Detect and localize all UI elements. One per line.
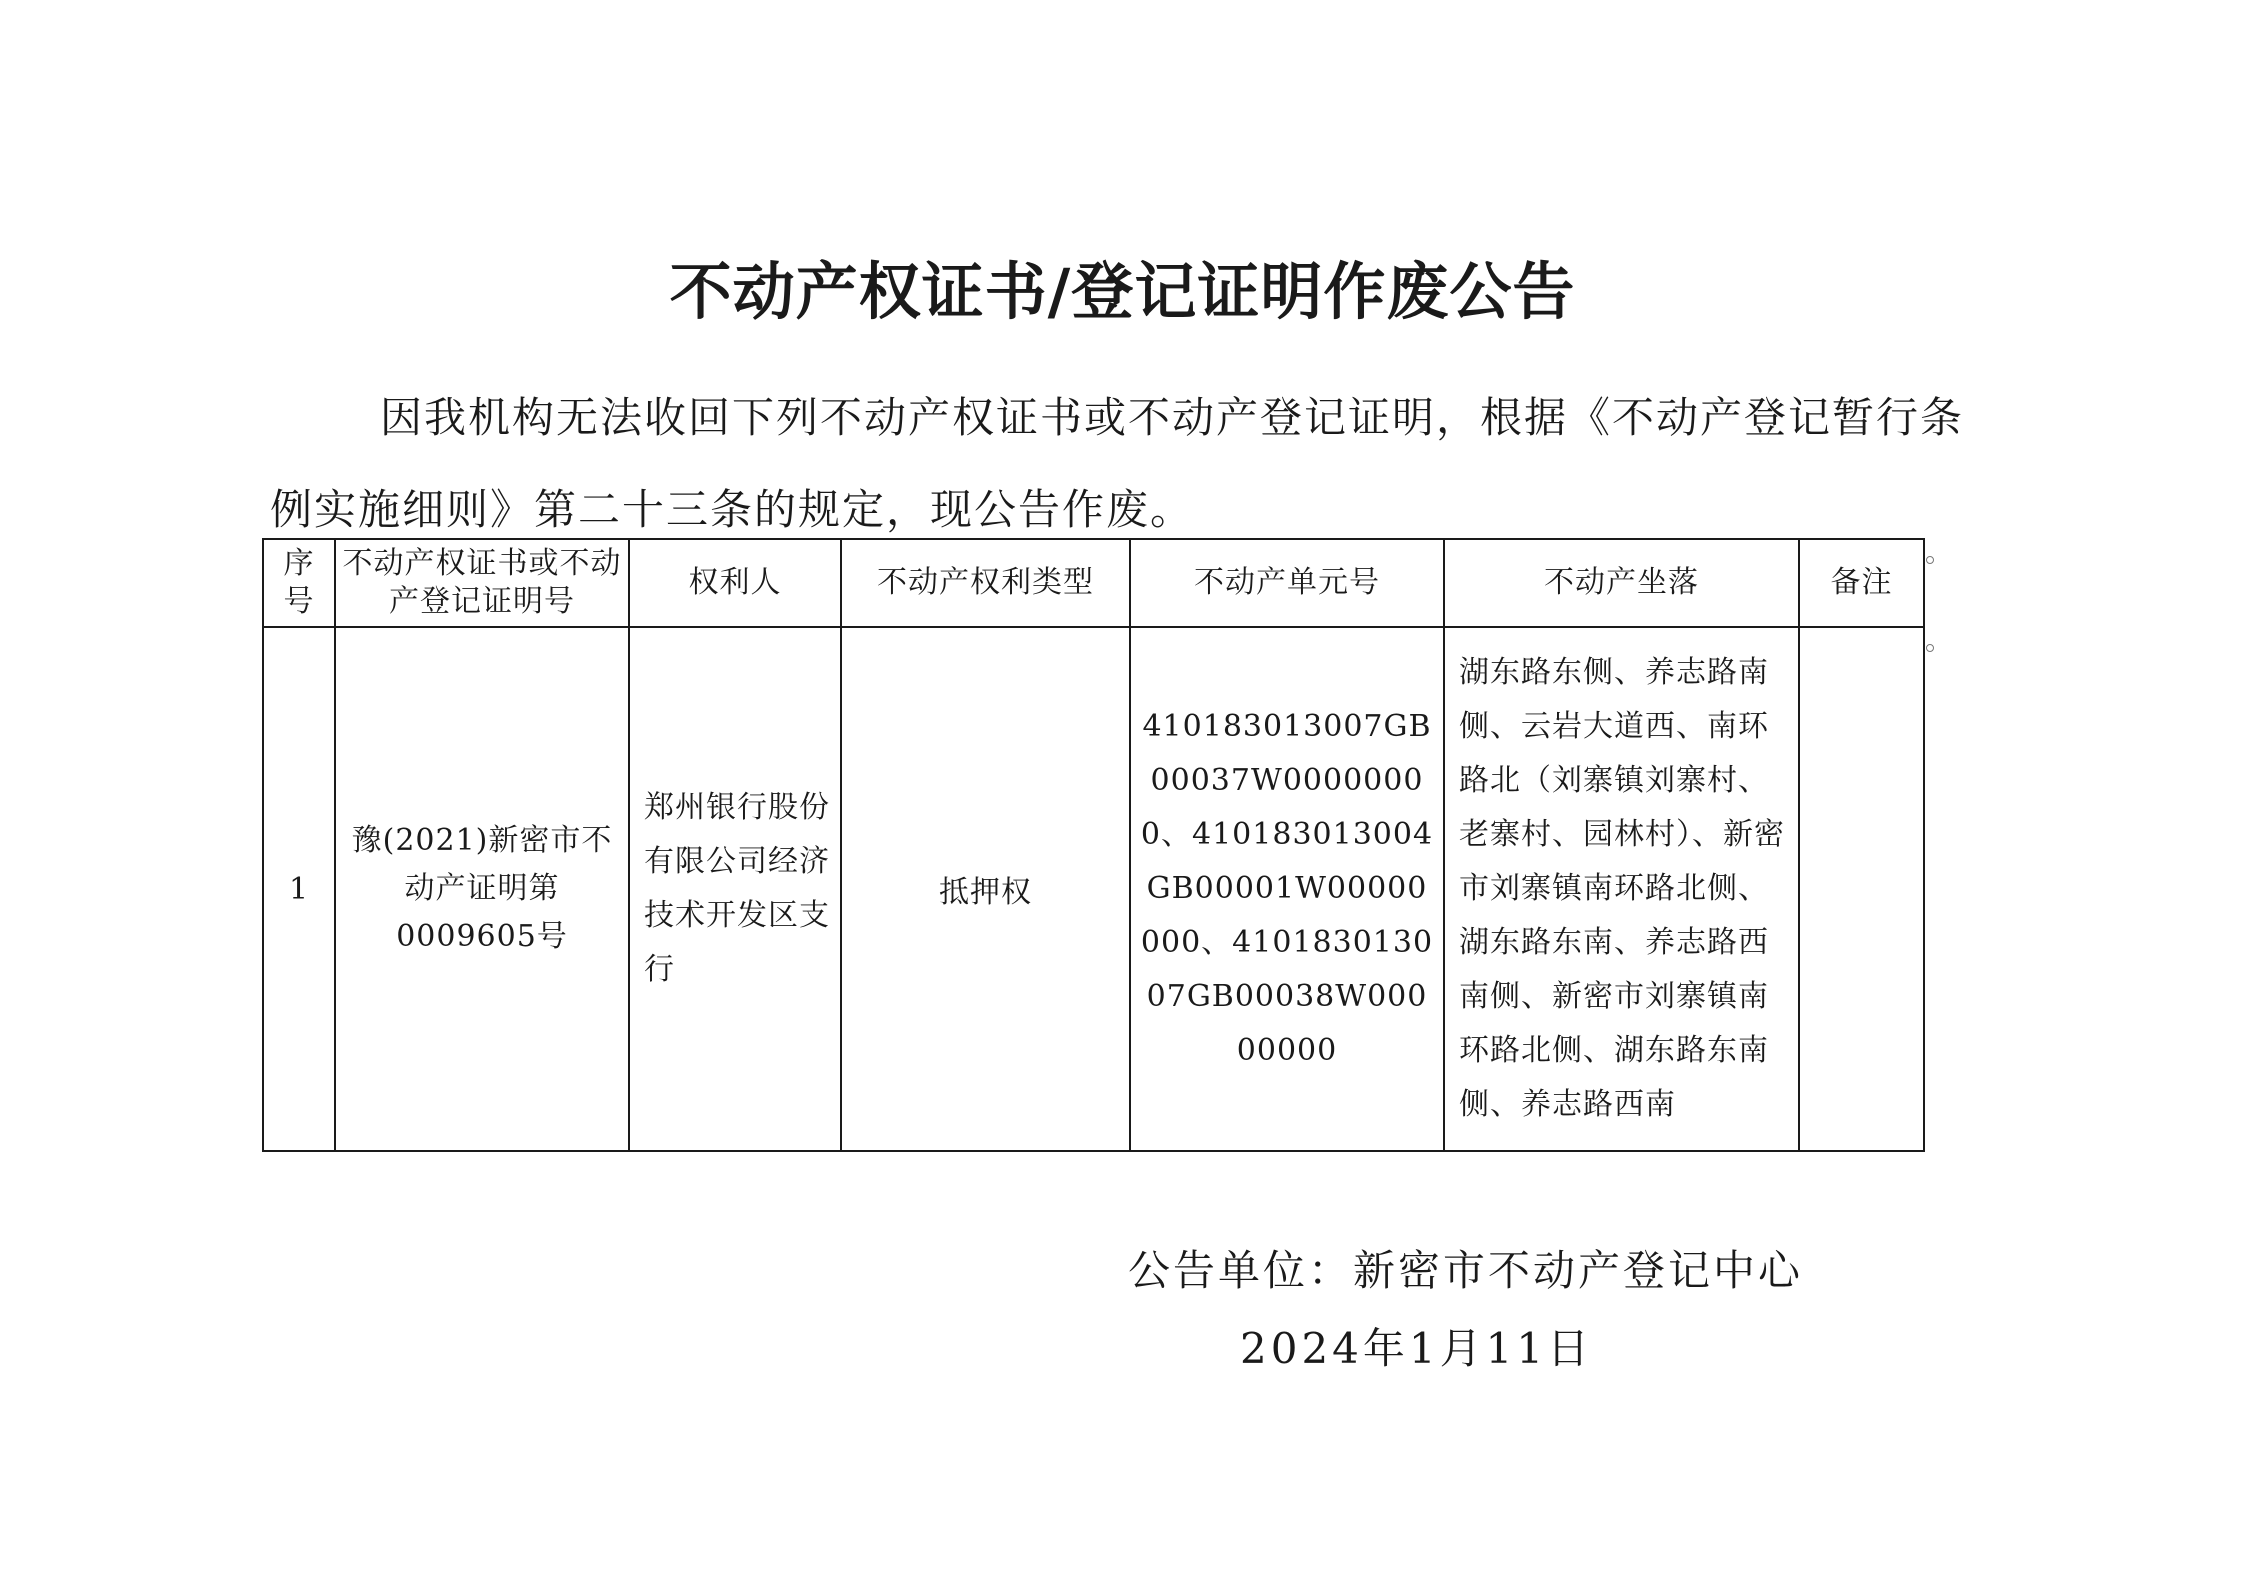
announcement-date: 2024年1月11日 — [1240, 1324, 1594, 1373]
header-remark: 备注 — [1799, 539, 1924, 627]
cell-right-type: 抵押权 — [841, 627, 1130, 1151]
cell-remark — [1799, 627, 1924, 1151]
page-title: 不动产权证书/登记证明作废公告 — [669, 255, 1576, 328]
table-corner-mark — [1926, 644, 1934, 652]
intro-paragraph: 因我机构无法收回下列不动产权证书或不动产登记证明，根据《不动产登记暂行条例实施细则》第二十三条的规定，现公告作废。 — [270, 393, 1965, 534]
header-location: 不动产坐落 — [1444, 539, 1799, 627]
header-cert-no: 不动产权证书或不动产登记证明号 — [335, 539, 629, 627]
header-seq: 序号 — [263, 539, 335, 627]
header-unit-no: 不动产单元号 — [1130, 539, 1444, 627]
table-header-row — [263, 539, 1924, 627]
header-holder: 权利人 — [629, 539, 841, 627]
header-right-type: 不动产权利类型 — [841, 539, 1130, 627]
cell-location: 湖东路东侧、养志路南侧、云岩大道西、南环路北（刘寨镇刘寨村、老寨村、园林村）、新密市刘寨镇南环路北侧、湖东路东南、养志路西南侧、新密市刘寨镇南环路北侧、湖东路东南侧、养志路西南 — [1444, 627, 1799, 1151]
cell-unit-no: 410183013007GB00037W00000000、410183013004GB00001W00000000、410183013007GB00038W00000000 — [1130, 627, 1444, 1151]
announcing-organization: 公告单位：新密市不动产登记中心 — [1128, 1246, 1804, 1295]
cell-seq: 1 — [263, 627, 335, 1151]
table-corner-mark — [1926, 556, 1934, 564]
certificate-table — [262, 538, 1925, 1152]
table-row — [263, 627, 1924, 1151]
cell-cert-no: 豫(2021)新密市不动产证明第0009605号 — [335, 627, 629, 1151]
cell-holder: 郑州银行股份有限公司经济技术开发区支行 — [629, 627, 841, 1151]
